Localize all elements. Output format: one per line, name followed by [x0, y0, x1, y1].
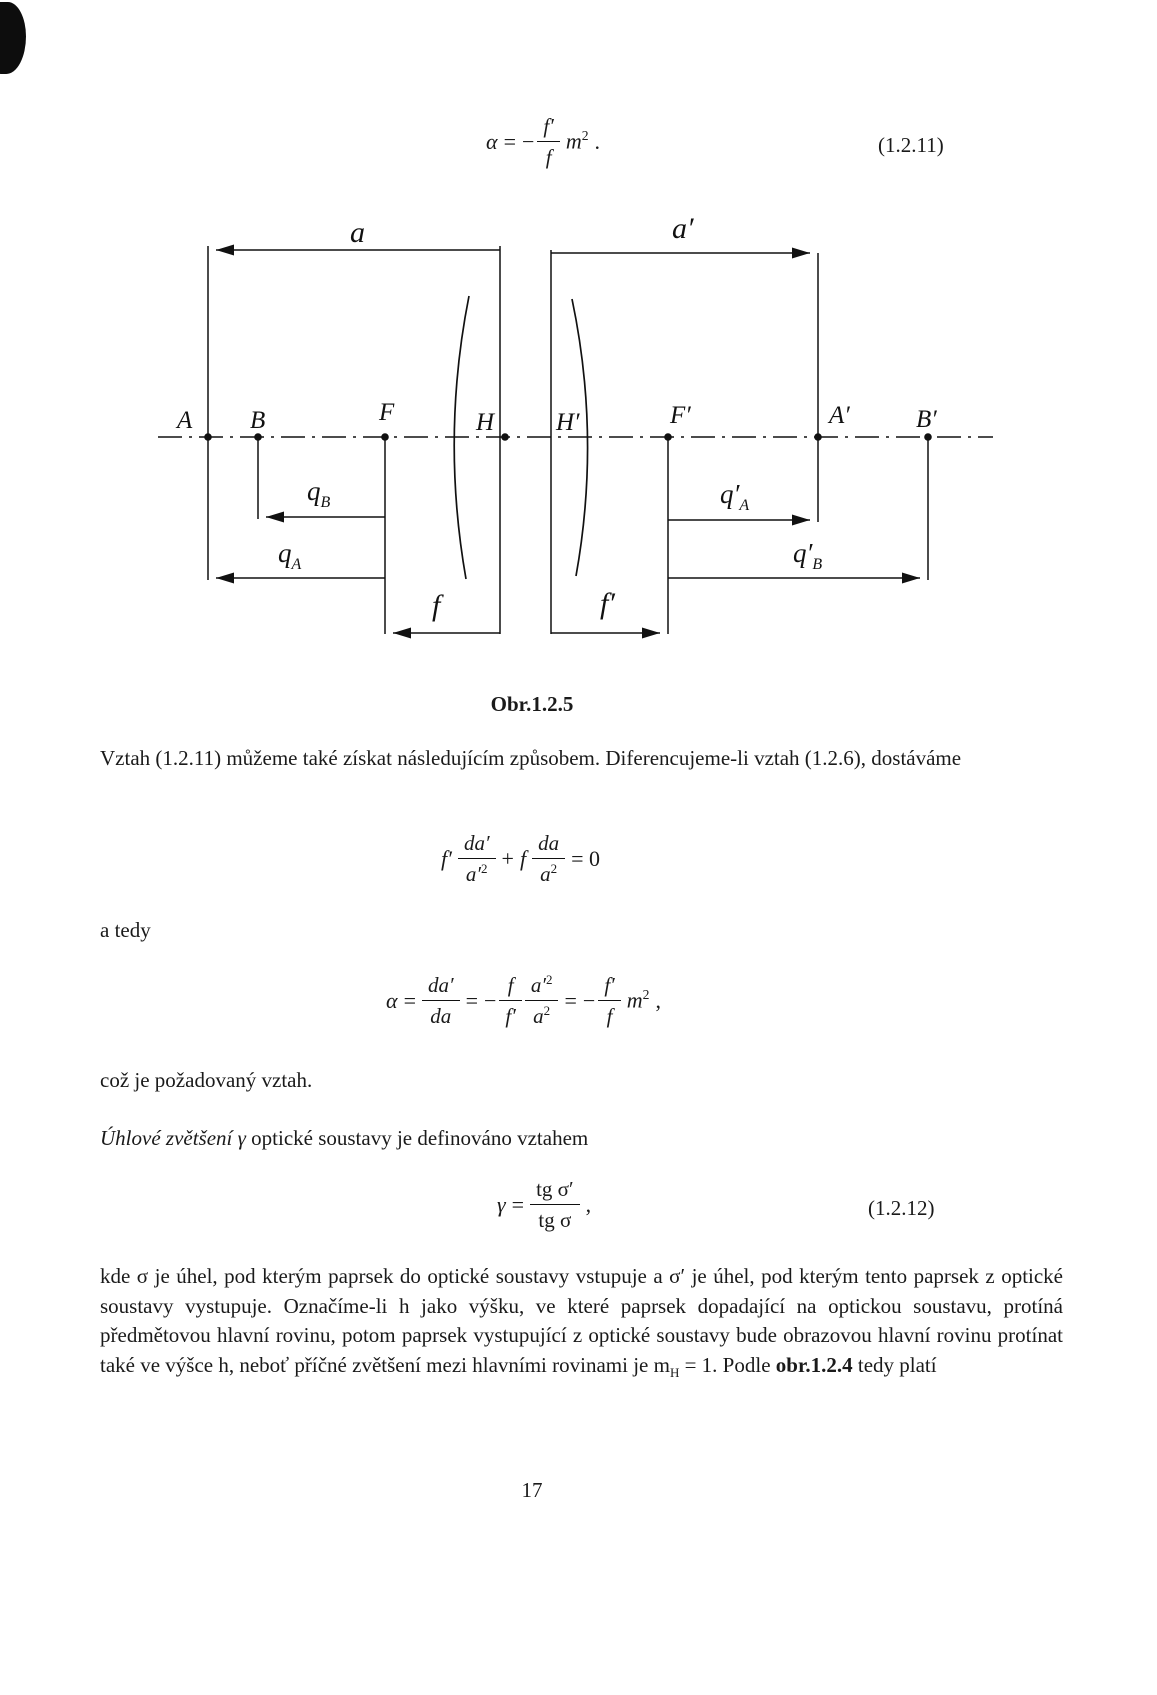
fraction-denominator: tg σ — [538, 1208, 572, 1233]
minus-sign: − — [484, 987, 497, 1013]
period: . — [594, 128, 601, 154]
equals-sign: = — [403, 987, 416, 1013]
equals-sign: = — [564, 987, 577, 1013]
fraction-da-prime — [458, 830, 496, 887]
fraction-denominator — [458, 859, 496, 887]
equals-zero: = 0 — [571, 845, 600, 871]
point-H-dot — [501, 433, 509, 441]
minus-sign: − — [521, 128, 535, 154]
label-qB-prime: $q'_B$ — [793, 538, 823, 573]
label-H: H — [476, 409, 495, 436]
equation-alpha — [383, 972, 664, 1029]
label-F: F — [379, 399, 395, 426]
alpha-symbol: α — [386, 987, 398, 1013]
equals-sign: = — [465, 987, 478, 1013]
line-a-tedy: a tedy — [100, 918, 151, 942]
f-prime-symbol: f′ — [441, 845, 452, 871]
label-F-prime: F′ — [670, 402, 691, 429]
figure-lines — [158, 246, 993, 634]
label-qA: $q_A$ — [278, 538, 302, 573]
emphasized-term: Úhlové zvětšení γ — [100, 1126, 246, 1150]
paragraph-part-2: = 1. Podle — [679, 1352, 776, 1377]
exponent: 2 — [581, 128, 589, 144]
point-F-dot — [381, 433, 389, 441]
den-base: a — [540, 862, 551, 887]
point-B-dot — [254, 433, 262, 441]
num-base: a′ — [530, 973, 546, 997]
f-symbol: f — [519, 845, 527, 871]
m-H-subscript: H — [669, 1364, 680, 1380]
fraction-a-squared-ratio — [525, 972, 559, 1029]
label-qA-prime: $q'_A$ — [720, 479, 750, 514]
fraction-fprime-over-f — [598, 972, 620, 1029]
comma: , — [655, 987, 661, 1013]
fraction-tg-sigma — [530, 1176, 580, 1233]
minus-sign: − — [582, 987, 596, 1013]
den-exponent: 2 — [550, 861, 558, 877]
fraction-numerator: da — [532, 830, 565, 859]
equation-differential — [438, 830, 603, 887]
point-A-prime-dot — [814, 433, 822, 441]
label-A: A — [177, 407, 193, 434]
comma: , — [585, 1191, 592, 1217]
figure-obr-1-2-5 — [140, 205, 1020, 665]
point-F-prime-dot — [664, 433, 672, 441]
scan-artifact — [0, 2, 26, 74]
den-exponent: 2 — [481, 861, 488, 877]
m-symbol: m — [565, 128, 582, 154]
equation-number-1-2-12: (1.2.12) — [868, 1196, 935, 1220]
den-base: a — [533, 1004, 544, 1029]
paragraph-vztah: Vztah (1.2.11) můžeme také získat následujícím způsobem. Diferencujeme-li vztah (1.2.6), dostáváme — [100, 746, 962, 770]
fraction-denominator: f — [545, 145, 552, 170]
point-A-dot — [204, 433, 212, 441]
fraction-numerator: da′ — [422, 972, 460, 1001]
point-B-prime-dot — [924, 433, 932, 441]
fraction-denominator — [532, 859, 565, 887]
label-f-prime: f′ — [600, 587, 615, 620]
label-f: f — [432, 589, 441, 622]
m-symbol: m — [626, 987, 643, 1013]
den-exponent: 2 — [543, 1003, 551, 1019]
fraction-numerator: da′ — [458, 830, 496, 859]
line-uhlove-rest: optické soustavy je definováno vztahem — [245, 1126, 589, 1150]
plus-sign: + — [501, 845, 514, 871]
label-B-prime: B′ — [916, 406, 937, 433]
label-A-prime: A′ — [829, 402, 850, 429]
den-base: a′ — [465, 862, 482, 887]
fraction-numerator: f′ — [537, 113, 559, 142]
label-qB: $q_B$ — [307, 476, 331, 511]
figure-labels — [175, 212, 937, 622]
line-coz: což je požadovaný vztah. — [100, 1068, 313, 1092]
paragraph-part-3: tedy platí — [852, 1352, 937, 1377]
fraction-denominator — [525, 1001, 559, 1029]
gamma-symbol: γ — [497, 1191, 506, 1217]
m-squared-term — [566, 128, 589, 154]
fraction-numerator: tg σ′ — [530, 1176, 580, 1205]
exponent: 2 — [642, 987, 650, 1003]
line-uhlove — [100, 1124, 588, 1153]
figure-caption: Obr.1.2.5 — [490, 692, 574, 716]
label-a-prime: a′ — [672, 212, 694, 245]
fraction-da — [532, 830, 565, 887]
equation-1-2-12 — [494, 1176, 594, 1233]
equation-number-1-2-11: (1.2.11) — [878, 133, 944, 157]
alpha-symbol: α — [486, 128, 498, 154]
fraction-denominator: f′ — [505, 1004, 516, 1029]
num-exponent: 2 — [545, 972, 553, 987]
fraction-f-ratio — [499, 972, 521, 1029]
equals-sign: = — [511, 1191, 525, 1217]
equals-sign: = — [503, 128, 516, 154]
label-B: B — [250, 407, 266, 434]
fraction-denominator: f — [606, 1004, 613, 1029]
fraction-fprime-over-f — [537, 113, 559, 170]
equation-1-2-11 — [483, 113, 603, 170]
paragraph-part-1: kde σ je úhel, pod kterým paprsek do optické soustavy vstupuje a σ′ je úhel, pod kterým tento paprsek z optické soustavy vystupuje. Označíme-li h jako výšku, ve které paprsek dopadající na optickou soustavu, protíná předmětovou hlavní rovinu, potom paprsek vystupující z optické soustavy bude obrazovou hlavní rovinu protínat také ve výšce h, neboť příčné zvětšení mezi hlavními rovinami je m — [100, 1264, 1063, 1377]
m-squared-term — [627, 987, 650, 1013]
label-H-prime: H′ — [556, 409, 580, 436]
fraction-numerator: f′ — [598, 972, 620, 1001]
fraction-denominator: da — [430, 1004, 452, 1029]
label-a: a — [350, 216, 365, 249]
page-number: 17 — [521, 1478, 543, 1502]
fraction-numerator: f — [499, 972, 521, 1001]
fraction-da-ratio — [422, 972, 460, 1029]
paragraph-kde-sigma — [100, 1262, 1063, 1387]
fraction-numerator — [525, 972, 559, 1001]
figure-reference: obr.1.2.4 — [775, 1352, 853, 1377]
